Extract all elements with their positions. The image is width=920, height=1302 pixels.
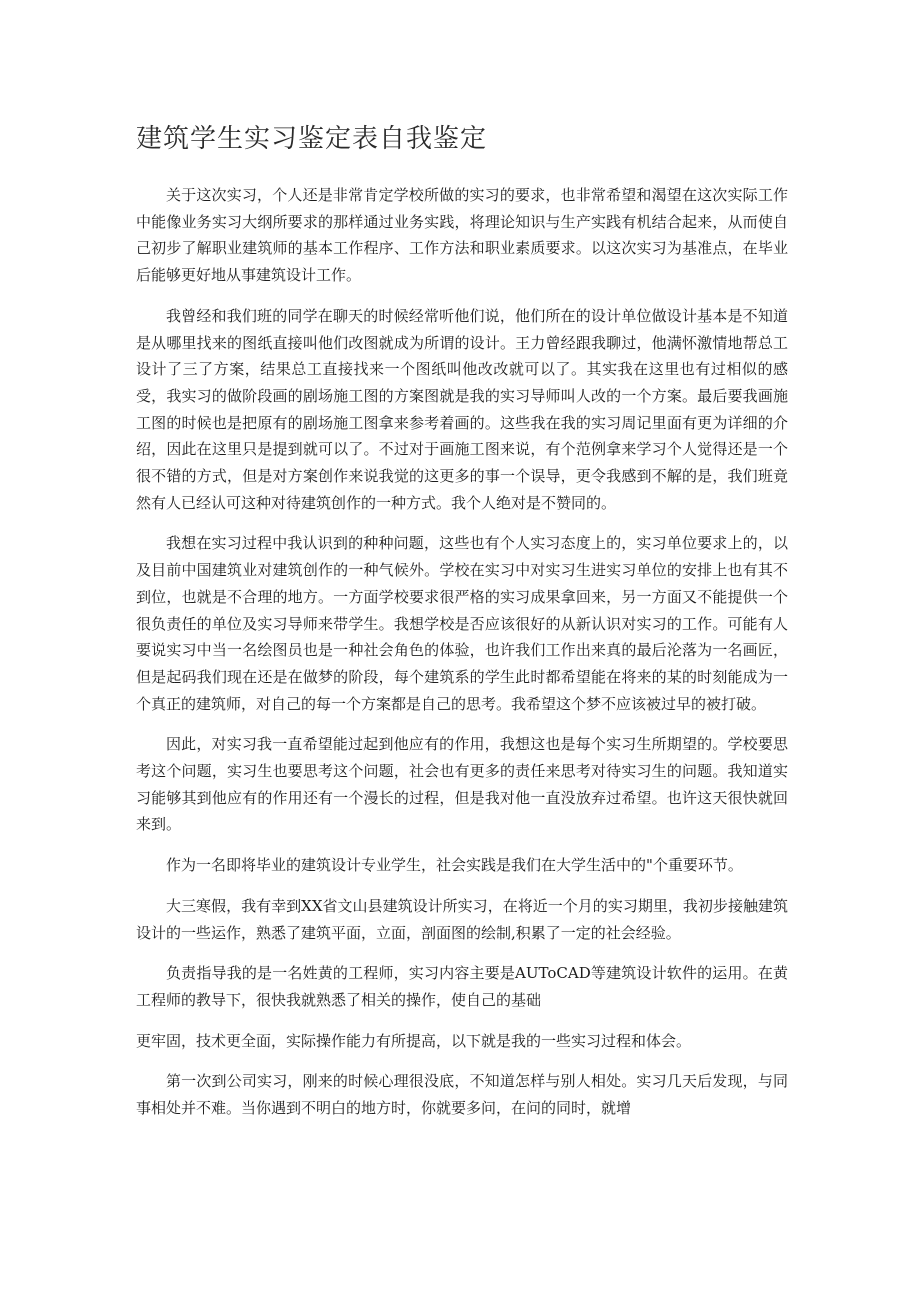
paragraph-2: 我曾经和我们班的同学在聊天的时候经常听他们说，他们所在的设计单位做设计基本是不知道是从哪里找来的图纸直接叫他们改图就成为所谓的设计。王力曾经跟我聊过，他满怀激情地帮总工设计了三了方案，结果总工直接找来一个图纸叫他改改就可以了。其实我在这里也有过相似的感受，我实习的做阶段画的剧场施工图的方案图就是我的实习导师叫人改的一个方案。最后要我画施工图的时候也是把原有的剧场施工图拿来参考着画的。这些我在我的实习周记里面有更为详细的介绍，因此在这里只是提到就可以了。不过对于画施工图来说，有个范例拿来学习个人觉得还是一个很不错的方式，但是对方案创作来说我觉的这更多的事一个误导，更令我感到不解的是，我们班竟然有人已经认可这种对待建筑创作的一种方式。我个人绝对是不赞同的。 xyxy=(136,306,788,512)
paragraph-6: 大三寒假，我有幸到XX省文山县建筑设计所实习，在将近一个月的实习期里，我初步接触建筑设计的一些运作，熟悉了建筑平面，立面，剖面图的绘制,积累了一定的社会经验。 xyxy=(136,896,788,942)
paragraph-7: 负责指导我的是一名姓黄的工程师，实习内容主要是AUToCAD等建筑设计软件的运用。在黄工程师的教导下，很快我就熟悉了相关的操作，使自己的基础 xyxy=(136,964,788,1009)
paragraph-3: 我想在实习过程中我认识到的种种问题，这些也有个人实习态度上的，实习单位要求上的，以及目前中国建筑业对建筑创作的一种气候外。学校在实习中对实习生进实习单位的安排上也有其不到位，也就是不合理的地方。一方面学校要求很严格的实习成果拿回来，另一方面又不能提供一个很负责任的单位及实习导师来带学生。我想学校是否应该很好的从新认识对实习的工作。可能有人要说实习中当一名绘图员也是一种社会角色的体验，也许我们工作出来真的最后沦落为一名画匠，但是起码我们现在还是在做梦的阶段，每个建筑系的学生此时都希望能在将来的某的时刻能成为一个真正的建筑师，对自己的每一个方案都是自己的思考。我希望这个梦不应该被过早的被打破。 xyxy=(136,534,788,713)
document-title: 建筑学生实习鉴定表自我鉴定 xyxy=(136,124,488,154)
paragraph-4: 因此，对实习我一直希望能过起到他应有的作用，我想这也是每个实习生所期望的。学校要思考这个问题，实习生也要思考这个问题，社会也有更多的责任来思考对待实习生的问题。我知道实习能够其到他应有的作用还有一个漫长的过程，但是我对他一直没放弃过希望。也许这天很快就回来到。 xyxy=(136,735,788,834)
document-body xyxy=(136,182,788,1136)
paragraph-9: 第一次到公司实习，刚来的时候心理很没底，不知道怎样与别人相处。实习几天后发现，与同事相处并不难。当你遇到不明白的地方时，你就要多问，在问的同时，就增 xyxy=(136,1072,788,1118)
paragraph-8: 更牢固，技术更全面，实际操作能力有所提高，以下就是我的一些实习过程和体会。 xyxy=(136,1031,692,1050)
paragraph-1: 关于这次实习，个人还是非常肯定学校所做的实习的要求，也非常希望和渴望在这次实际工作中能像业务实习大纲所要求的那样通过业务实践，将理论知识与生产实践有机结合起来，从而使自己初步了解职业建筑师的基本工作程序、工作方法和职业素质要求。以这次实习为基准点，在毕业后能够更好地从事建筑设计工作。 xyxy=(136,186,788,285)
paragraph-5: 作为一名即将毕业的建筑设计专业学生，社会实践是我们在大学生活中的"个重要环节。 xyxy=(166,856,743,875)
